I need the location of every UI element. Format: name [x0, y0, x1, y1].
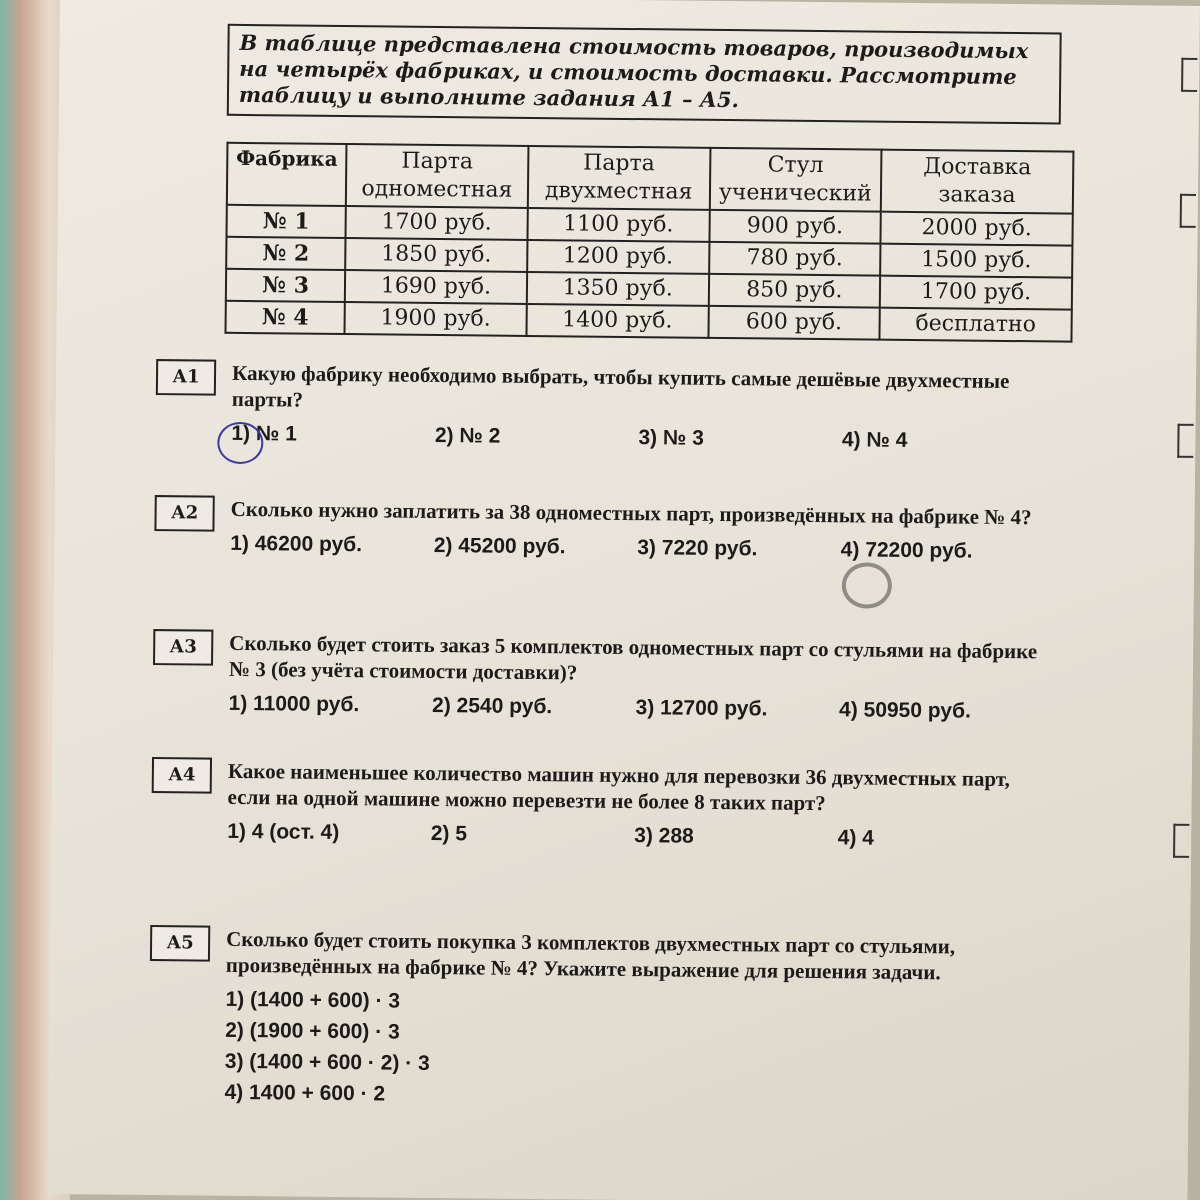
cell-factory: № 1: [226, 205, 345, 238]
cell-value: 900 руб.: [709, 210, 881, 244]
cell-factory: № 4: [225, 301, 344, 334]
cell-value: 1350 руб.: [527, 272, 709, 306]
answer-option-2[interactable]: 2) 5: [430, 821, 468, 846]
answer-option-2[interactable]: 2) (1900 + 600) · 3: [225, 1018, 400, 1044]
cell-factory: № 3: [226, 269, 345, 302]
question-a5: [148, 925, 1040, 1116]
question-text: Сколько нужно заплатить за 38 одноместных парт, произведённых на фабрике № 4?: [230, 496, 1032, 530]
answer-option-1[interactable]: 1) 11000 руб.: [228, 691, 360, 717]
answer-option-3[interactable]: 3) 12700 руб.: [635, 696, 768, 721]
answer-options: [230, 532, 1044, 565]
answer-options: [228, 692, 1042, 725]
cell-value: 1500 руб.: [880, 244, 1072, 278]
answer-option-4[interactable]: 4) 72200 руб.: [840, 538, 973, 563]
question-a3: [152, 629, 1043, 724]
cell-value: 1900 руб.: [345, 302, 527, 336]
cell-value: бесплатно: [880, 308, 1072, 342]
price-table: [224, 142, 1074, 343]
answer-options: [227, 820, 1041, 853]
answer-option-1[interactable]: 1) (1400 + 600) · 3: [225, 987, 401, 1013]
question-label: А5: [150, 925, 210, 962]
pencil-circle-mark: [842, 562, 892, 609]
handwritten-circle-mark: [217, 422, 263, 464]
header-chair: Стул ученический: [709, 148, 881, 212]
cell-value: 780 руб.: [709, 242, 881, 276]
table-header-row: [227, 143, 1074, 214]
cell-value: 1200 руб.: [527, 240, 709, 274]
question-label: А1: [156, 359, 216, 396]
cell-value: 1690 руб.: [345, 270, 527, 304]
answer-option-1[interactable]: 1) 4 (ост. 4): [227, 819, 340, 845]
answer-options: [231, 422, 1045, 455]
cell-factory: № 2: [226, 237, 345, 270]
answer-options: [224, 984, 1039, 1117]
answer-option-4[interactable]: 4) № 4: [841, 428, 908, 452]
cell-value: 1700 руб.: [880, 276, 1072, 310]
next-page-box: [1181, 58, 1197, 92]
question-label: А2: [154, 495, 214, 532]
answer-option-3[interactable]: 3) № 3: [638, 426, 704, 450]
answer-option-1[interactable]: 1) 46200 руб.: [230, 531, 363, 557]
answer-option-1[interactable]: 1) № 1: [231, 421, 297, 446]
answer-option-3[interactable]: 3) 7220 руб.: [637, 536, 758, 561]
header-single-desk: Парта одноместная: [346, 144, 528, 208]
header-double-desk: Парта двухместная: [528, 146, 710, 210]
cell-value: 850 руб.: [708, 274, 880, 308]
answer-option-2[interactable]: 2) 45200 руб.: [433, 533, 566, 559]
cell-value: 2000 руб.: [881, 212, 1073, 246]
answer-option-4[interactable]: 4) 1400 + 600 · 2: [224, 1080, 386, 1106]
header-delivery: Доставка заказа: [881, 150, 1073, 214]
question-label: А3: [153, 629, 213, 666]
answer-option-4[interactable]: 4) 4: [837, 826, 875, 850]
question-text: Какую фабрику необходимо выбрать, чтобы купить самые дешёвые двухместные парты?: [231, 360, 1010, 412]
worksheet-page: [47, 0, 1200, 1200]
question-text: Какое наименьшее количество машин нужно для перевозки 36 двухместных парт, если на одной машине можно перевезти не более 8 таких парт?: [227, 758, 1010, 816]
question-a4: [151, 757, 1042, 852]
next-page-box: [1173, 824, 1189, 858]
next-page-box: [1180, 194, 1196, 228]
question-a1: [155, 359, 1046, 454]
cell-value: 1400 руб.: [526, 304, 708, 338]
answer-option-3[interactable]: 3) (1400 + 600 · 2) · 3: [224, 1049, 430, 1075]
task-intro: В таблице представлена стоимость товаров, производимых на четырёх фабриках, и стоимость доставки. Рассмотрите таблицу и выполните задания А1 – А5.: [227, 24, 1062, 125]
answer-option-2[interactable]: 2) № 2: [434, 423, 501, 448]
header-factory: Фабрика: [227, 143, 347, 206]
question-label: А4: [152, 757, 212, 794]
answer-option-3[interactable]: 3) 288: [634, 824, 694, 848]
cell-value: 1100 руб.: [527, 208, 709, 242]
cell-value: 600 руб.: [708, 306, 880, 340]
answer-option-2[interactable]: 2) 2540 руб.: [431, 693, 553, 719]
question-text: Сколько будет стоить заказ 5 комплектов одноместных парт со стульями на фабрике № 3 (без учёта стоимости доставки)?: [228, 630, 1038, 685]
next-page-box: [1177, 424, 1193, 458]
question-a2: [154, 495, 1045, 564]
cell-value: 1850 руб.: [345, 238, 527, 272]
question-text: Сколько будет стоить покупка 3 комплектов двухместных парт со стульями, произведённых на фабрике № 4? Укажите выражение для решения задачи.: [225, 926, 956, 985]
cell-value: 1700 руб.: [346, 206, 528, 240]
answer-option-4[interactable]: 4) 50950 руб.: [838, 698, 971, 723]
